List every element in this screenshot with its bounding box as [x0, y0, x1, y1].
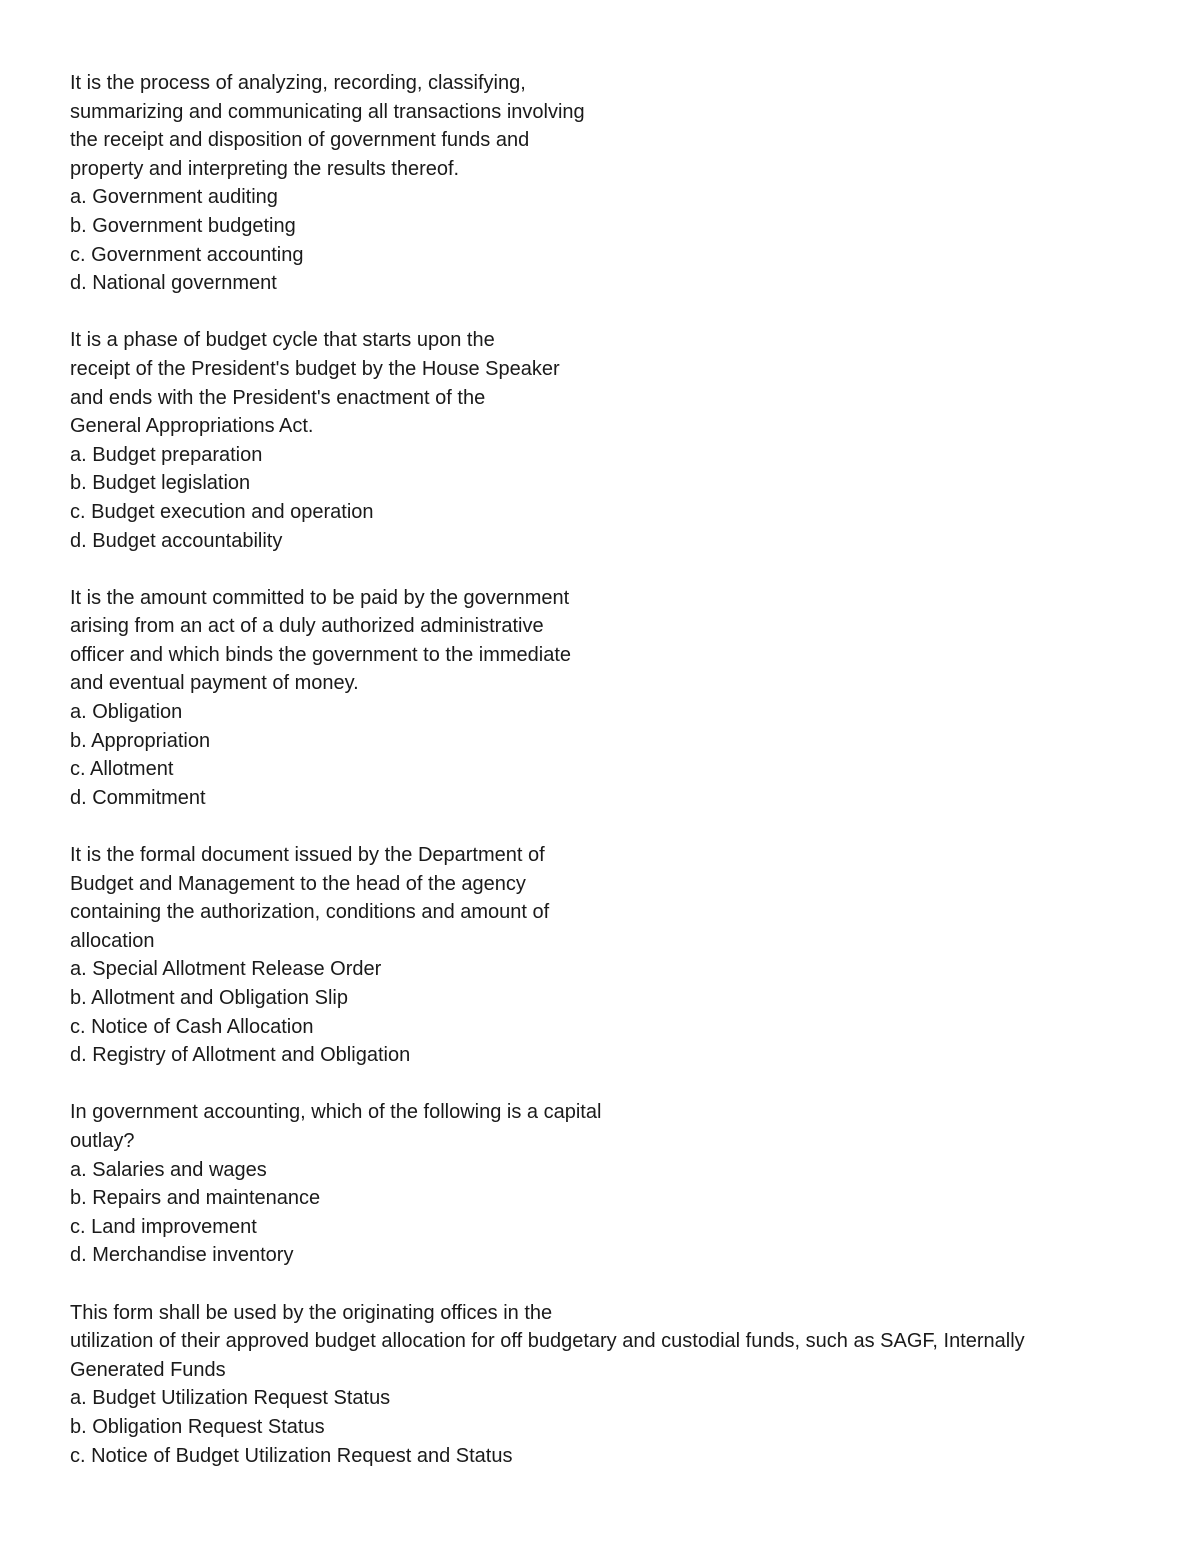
answer-option-d: d. Budget accountability — [70, 529, 283, 552]
answer-option-c: c. Land improvement — [70, 1215, 257, 1238]
question-text-line: and ends with the President's enactment of the — [70, 386, 486, 409]
question-6 — [70, 1299, 1170, 1471]
answer-option-b: b. Repairs and maintenance — [70, 1187, 321, 1210]
answer-option-a: a. Obligation — [70, 701, 183, 724]
answer-option-a: a. Budget preparation — [70, 443, 263, 466]
question-text-line: summarizing and communicating all transactions involving — [70, 100, 585, 123]
question-text-line: allocation — [70, 929, 155, 952]
question-text-line: officer and which binds the government to the immediate — [70, 643, 572, 666]
answer-option-d: d. National government — [70, 272, 277, 295]
answer-option-c: c. Notice of Budget Utilization Request and Status — [70, 1444, 513, 1467]
question-text-line: In government accounting, which of the following is a capital — [70, 1101, 602, 1124]
question-text-line: property and interpreting the results thereof. — [70, 157, 460, 180]
question-text-line: Generated Funds — [70, 1358, 226, 1381]
answer-option-b: b. Allotment and Obligation Slip — [70, 987, 348, 1009]
answer-option-d: d. Merchandise inventory — [70, 1244, 294, 1267]
question-text-line: utilization of their approved budget allocation for off budgetary and custodial funds, such as SAGF, Internally — [70, 1330, 1025, 1353]
question-text-line: It is the formal document issued by the Department of — [70, 844, 545, 867]
question-text-line: the receipt and disposition of government funds and — [70, 129, 530, 152]
answer-option-c: c. Budget execution and operation — [70, 500, 374, 523]
question-1 — [70, 69, 1170, 298]
question-text-line: receipt of the President's budget by the House Speaker — [70, 357, 560, 380]
answer-option-c: c. Allotment — [70, 758, 174, 781]
question-text-line: arising from an act of a duly authorized administrative — [70, 615, 544, 638]
answer-option-a: a. Special Allotment Release Order — [70, 958, 382, 981]
question-text-line: containing the authorization, conditions and amount of — [70, 901, 550, 924]
answer-option-d: d. Registry of Allotment and Obligation — [70, 1044, 411, 1067]
question-text-line: It is the process of analyzing, recording, classifying, — [70, 72, 526, 94]
answer-option-b: b. Obligation Request Status — [70, 1415, 325, 1438]
answer-option-c: c. Notice of Cash Allocation — [70, 1015, 314, 1038]
question-text-line: Budget and Management to the head of the agency — [70, 872, 526, 895]
question-2 — [70, 326, 1170, 555]
answer-option-b: b. Appropriation — [70, 729, 211, 752]
answer-option-a: a. Salaries and wages — [70, 1158, 267, 1181]
question-list — [70, 69, 1170, 1499]
answer-option-b: b. Government budgeting — [70, 214, 296, 237]
answer-option-c: c. Government accounting — [70, 243, 304, 266]
answer-option-b: b. Budget legislation — [70, 472, 251, 495]
answer-option-d: d. Commitment — [70, 786, 206, 809]
answer-option-a: a. Budget Utilization Request Status — [70, 1387, 391, 1410]
question-text-line: This form shall be used by the originating offices in the — [70, 1301, 553, 1324]
question-text-line: and eventual payment of money. — [70, 672, 359, 695]
question-4 — [70, 841, 1170, 1070]
question-text-line: It is a phase of budget cycle that starts upon the — [70, 329, 495, 352]
question-5 — [70, 1098, 1170, 1270]
question-text-line: General Appropriations Act. — [70, 415, 314, 438]
question-text-line: outlay? — [70, 1129, 135, 1152]
answer-option-a: a. Government auditing — [70, 186, 278, 209]
question-text-line: It is the amount committed to be paid by the government — [70, 586, 570, 609]
question-3 — [70, 584, 1170, 813]
